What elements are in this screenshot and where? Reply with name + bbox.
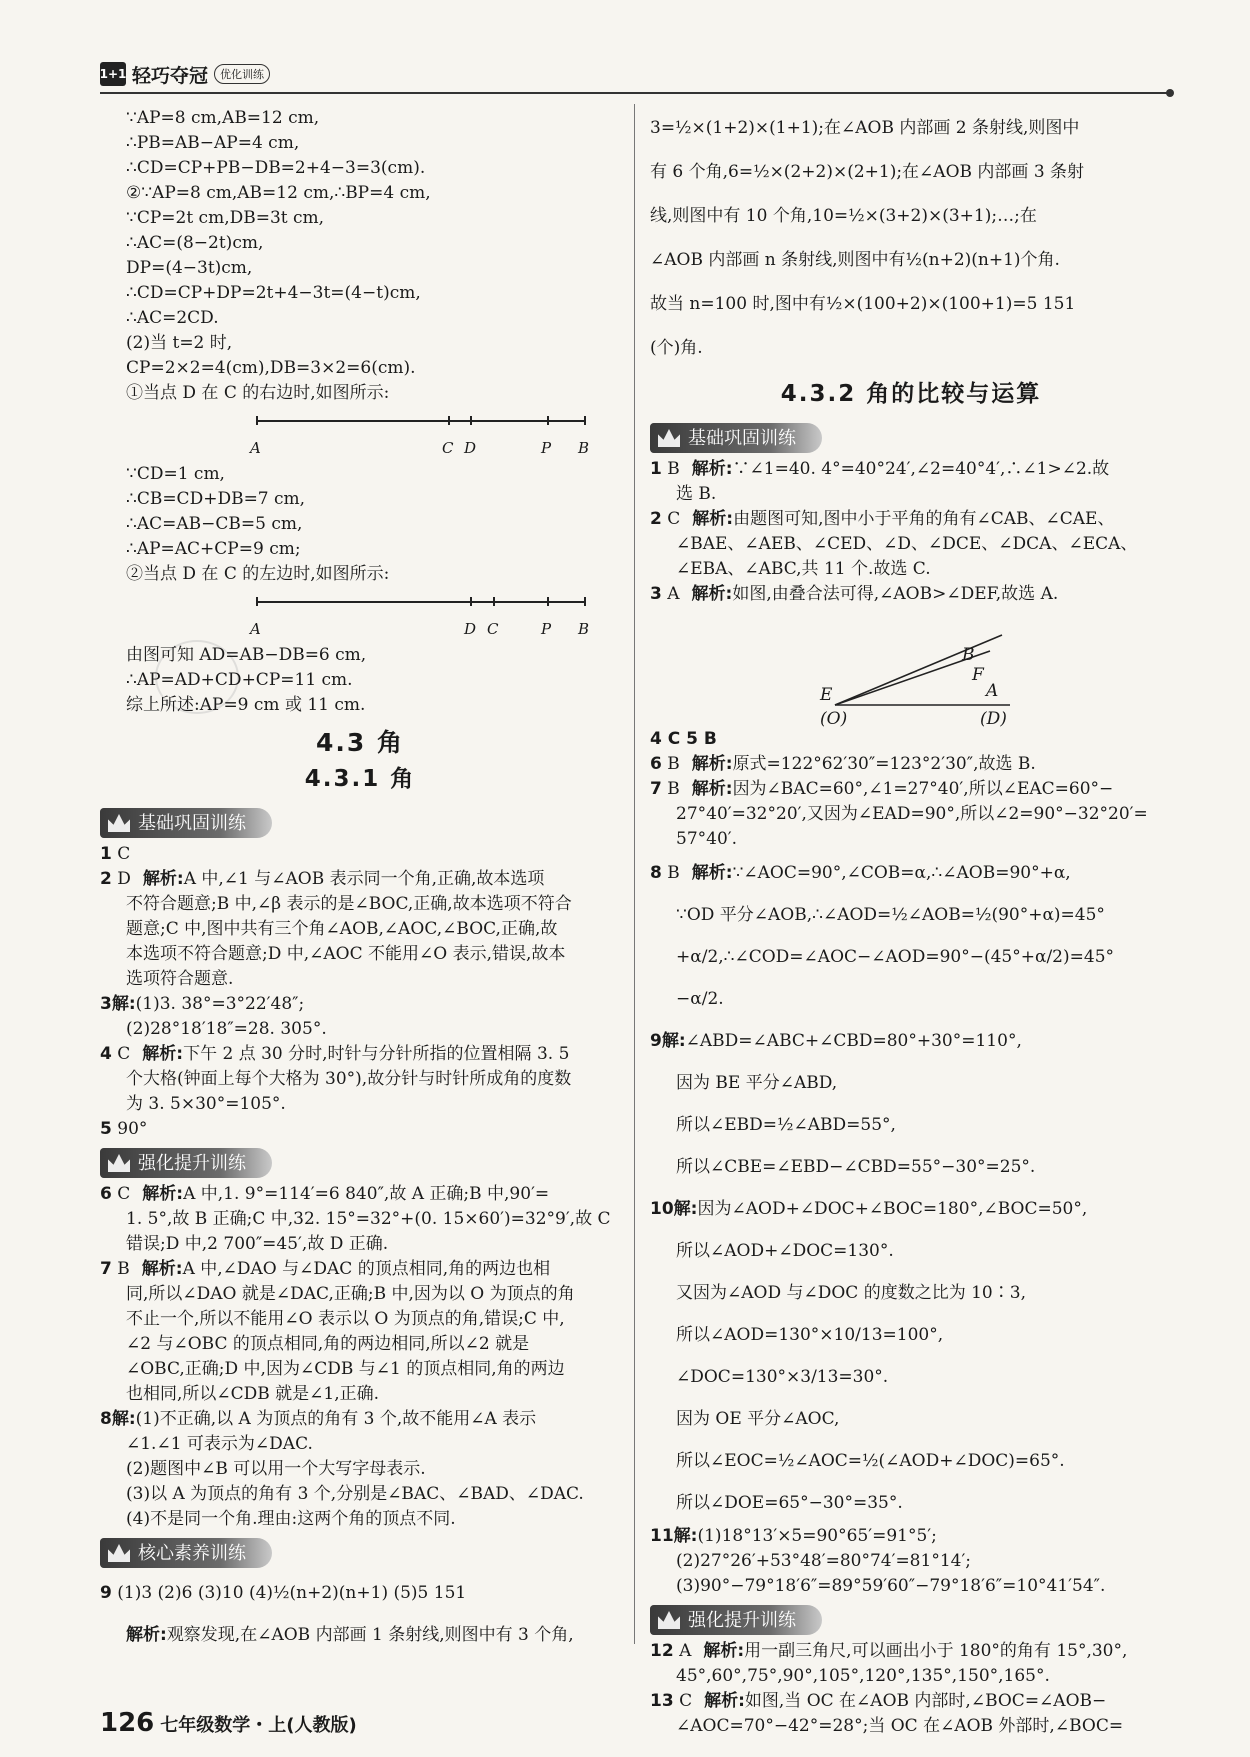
text-line: 故当 n=100 时,图中有½×(100+2)×(100+1)=5 151 <box>650 294 1076 314</box>
text-line: 有 6 个角,6=½×(2+2)×(2+1);在∠AOB 内部画 3 条射 <box>650 162 1085 182</box>
text-line: 本选项不符合题意;D 中,∠AOC 不能用∠O 表示,错误,故本 <box>126 944 566 964</box>
text-line: +α/2,∴∠COD=∠AOC−∠AOD=90°−(45°+α/2)=45° <box>676 947 1115 967</box>
crown-icon <box>108 1154 130 1172</box>
text-line: 因为 BE 平分∠ABD, <box>676 1073 838 1093</box>
text-line: (2)当 t=2 时, <box>126 333 233 353</box>
text-line: ∴PB=AB−AP=4 cm, <box>126 133 300 153</box>
banner-label: 基础巩固训练 <box>138 812 246 834</box>
text-line: 因为 OE 平分∠AOC, <box>676 1409 840 1429</box>
subsection-title: 4.3.2 角的比较与运算 <box>780 381 1042 407</box>
text-line: 1. 5°,故 B 正确;C 中,32. 15°=32°+(0. 15×60′)=32°9′,故 C <box>126 1209 611 1229</box>
segment-figure-1 <box>100 406 620 462</box>
text-line: (3)以 A 为顶点的角有 3 个,分别是∠BAC、∠BAD、∠DAC. <box>126 1484 584 1504</box>
text-line: ∴AP=AD+CD+CP=11 cm. <box>126 670 353 690</box>
text-line: ②∵AP=8 cm,AB=12 cm,∴BP=4 cm, <box>126 183 431 203</box>
banner-core <box>100 1538 272 1568</box>
question-8 <box>650 852 1172 1020</box>
text-line: 也相同,所以∠CDB 就是∠1,正确. <box>126 1384 380 1404</box>
text-line: ∴AC=(8−2t)cm, <box>126 233 264 253</box>
text-line: 又因为∠AOD 与∠DOC 的度数之比为 10∶3, <box>676 1283 1026 1303</box>
text-line: (个)角. <box>650 338 703 358</box>
text-line: 错误;D 中,2 700″=45′,故 D 正确. <box>126 1234 389 1254</box>
text-line: 所以∠AOD+∠DOC=130°. <box>676 1241 894 1261</box>
text-line: 8 B 解析:∵∠AOC=90°,∠COB=α,∴∠AOB=90°+α, <box>650 863 1071 883</box>
tick <box>547 597 549 606</box>
book-title: 七年级数学・上(人教版) <box>160 1715 357 1736</box>
question-6 <box>100 1182 620 1257</box>
banner-label: 强化提升训练 <box>688 1609 796 1631</box>
text-line: ∴CD=CP+PB−DB=2+4−3=3(cm). <box>126 158 426 178</box>
page-footer <box>100 1708 357 1738</box>
text-line: 7 B 解析:因为∠BAC=60°,∠1=27°40′,所以∠EAC=60°− <box>650 779 1114 799</box>
segment-line <box>256 601 586 603</box>
left-column <box>100 106 620 1656</box>
text-line: ①当点 D 在 C 的右边时,如图所示: <box>126 383 390 403</box>
banner-label: 基础巩固训练 <box>688 427 796 449</box>
text-line: (2)27°26′+53°48′=80°74′=81°14′; <box>676 1551 972 1571</box>
segment-line <box>256 420 586 422</box>
point-label: A <box>250 439 261 457</box>
page-number: 126 <box>100 1708 155 1738</box>
point-label: B <box>962 645 975 665</box>
question-10 <box>650 1188 1172 1524</box>
banner-basic <box>100 808 272 838</box>
text-line: 12 A 解析:用一副三角尺,可以画出小于 180°的角有 15°,30°, <box>650 1641 1128 1661</box>
question-12 <box>650 1639 1172 1689</box>
banner-basic <box>650 423 822 453</box>
section-title: 4.3 角 <box>316 728 404 757</box>
text-line: 8解:(1)不正确,以 A 为顶点的角有 3 个,故不能用∠A 表示 <box>100 1409 537 1429</box>
question-7 <box>650 777 1172 852</box>
brand-name: 轻巧夺冠 <box>132 64 209 87</box>
angle-figure <box>650 607 1172 727</box>
point-label: E <box>820 685 833 705</box>
text-line: ∠BAE、∠AEB、∠CED、∠D、∠DCE、∠DCA、∠ECA、 <box>676 534 1138 554</box>
text-line: −α/2. <box>676 989 724 1009</box>
text-line: 选 B. <box>676 484 717 504</box>
question-2 <box>100 867 620 992</box>
crown-icon <box>108 814 130 832</box>
point-label: B <box>578 439 590 457</box>
brand-logo <box>100 60 270 88</box>
text-line: 57°40′. <box>676 829 738 849</box>
text-line: 27°40′=32°20′,又因为∠EAD=90°,所以∠2=90°−32°20′= <box>676 804 1148 824</box>
tick <box>584 416 586 425</box>
subsection-title: 4.3.1 角 <box>304 766 416 792</box>
brand-badge: 1+1 <box>100 62 126 86</box>
question-9-analysis: 解析:观察发现,在∠AOB 内部画 1 条射线,则图中有 3 个角, <box>126 1625 574 1645</box>
text-line: (2)28°18′18″=28. 305°. <box>126 1019 327 1039</box>
point-label: (O) <box>820 709 848 729</box>
tick <box>584 597 586 606</box>
point-label: P <box>541 439 552 457</box>
question-4 <box>100 1042 620 1117</box>
tick <box>547 416 549 425</box>
text-line: 同,所以∠DAO 就是∠DAC,正确;B 中,因为以 O 为顶点的角 <box>126 1284 575 1304</box>
tick <box>493 597 495 606</box>
crown-icon <box>658 429 680 447</box>
text-line: 所以∠EBD=½∠ABD=55°, <box>676 1115 896 1135</box>
question-9 <box>650 1020 1172 1188</box>
questions-4-5: 4 C 5 B <box>650 729 717 749</box>
question-1: 1 C <box>100 844 131 864</box>
crown-icon <box>658 1611 680 1629</box>
text-line: ∠2 与∠OBC 的顶点相同,角的两边相同,所以∠2 就是 <box>126 1334 530 1354</box>
crown-icon <box>108 1544 130 1562</box>
point-label: (D) <box>980 709 1007 729</box>
text-line: 所以∠AOD=130°×10/13=100°, <box>676 1325 944 1345</box>
text-line: ∠1.∠1 可表示为∠DAC. <box>126 1434 313 1454</box>
banner-advanced <box>100 1148 272 1178</box>
text-line: 6 C 解析:A 中,1. 9°=114′=6 840″,故 A 正确;B 中,90′= <box>100 1184 550 1204</box>
text-line: ∴AC=AB−CB=5 cm, <box>126 514 303 534</box>
question-9: 9 (1)3 (2)6 (3)10 (4)½(n+2)(n+1) (5)5 151 <box>100 1583 467 1603</box>
question-6: 6 B 解析:原式=122°62′30″=123°2′30″,故选 B. <box>650 754 1036 774</box>
point-label: A <box>986 681 999 701</box>
text-line: 3解:(1)3. 38°=3°22′48″; <box>100 994 305 1014</box>
text-line: DP=(4−3t)cm, <box>126 258 253 278</box>
tick <box>256 597 258 606</box>
text-line: 所以∠DOE=65°−30°=35°. <box>676 1493 903 1513</box>
text-line: 10解:因为∠AOD+∠DOC+∠BOC=180°,∠BOC=50°, <box>650 1199 1088 1219</box>
tick <box>448 416 450 425</box>
text-line: 不符合题意;B 中,∠β 表示的是∠BOC,正确,故本选项不符合 <box>126 894 572 914</box>
text-line: CP=2×2=4(cm),DB=3×2=6(cm). <box>126 358 416 378</box>
text-line: 11解:(1)18°13′×5=90°65′=91°5′; <box>650 1526 937 1546</box>
banner-label: 强化提升训练 <box>138 1152 246 1174</box>
text-line: ∴CB=CD+DB=7 cm, <box>126 489 306 509</box>
text-line: ②当点 D 在 C 的左边时,如图所示: <box>126 564 390 584</box>
banner-label: 核心素养训练 <box>138 1542 246 1564</box>
text-line: ∠EBA、∠ABC,共 11 个.故选 C. <box>676 559 931 579</box>
text-line: 45°,60°,75°,90°,105°,120°,135°,150°,165°. <box>676 1666 1050 1686</box>
text-line: 9解:∠ABD=∠ABC+∠CBD=80°+30°=110°, <box>650 1031 1022 1051</box>
point-label: D <box>464 620 477 638</box>
text-line: 7 B 解析:A 中,∠DAO 与∠DAC 的顶点相同,角的两边也相 <box>100 1259 551 1279</box>
point-label: D <box>464 439 477 457</box>
point-label: P <box>541 620 552 638</box>
text-line: 题意;C 中,图中共有三个角∠AOB,∠AOC,∠BOC,正确,故 <box>126 919 558 939</box>
question-5: 5 90° <box>100 1119 148 1139</box>
text-line: 所以∠CBE=∠EBD−∠CBD=55°−30°=25°. <box>676 1157 1036 1177</box>
text-line: 13 C 解析:如图,当 OC 在∠AOB 内部时,∠BOC=∠AOB− <box>650 1691 1107 1711</box>
question-1 <box>650 457 1172 507</box>
text-line: 为 3. 5×30°=105°. <box>126 1094 286 1114</box>
point-label: C <box>442 439 454 457</box>
angle-diagram <box>650 607 1170 727</box>
question-13 <box>650 1689 1172 1739</box>
text-line: 不止一个,所以不能用∠O 表示以 O 为顶点的角,错误;C 中, <box>126 1309 565 1329</box>
point-label: B <box>578 620 590 638</box>
text-line: 2 D 解析:A 中,∠1 与∠AOB 表示同一个角,正确,故本选项 <box>100 869 545 889</box>
question-11 <box>650 1524 1172 1599</box>
text-line: 由图可知 AD=AB−DB=6 cm, <box>126 645 367 665</box>
tick <box>470 416 472 425</box>
right-column <box>650 106 1172 1739</box>
point-label: F <box>972 665 984 685</box>
point-label: A <box>250 620 261 638</box>
text-line: ∵AP=8 cm,AB=12 cm, <box>126 108 320 128</box>
brand-tag: 优化训练 <box>214 64 270 84</box>
question-2 <box>650 507 1172 582</box>
text-line: ∠OBC,正确;D 中,因为∠CDB 与∠1 的顶点相同,角的两边 <box>126 1359 565 1379</box>
column-divider <box>634 104 635 1644</box>
left-mid-lines <box>100 462 620 587</box>
text-line: (2)题图中∠B 可以用一个大写字母表示. <box>126 1459 426 1479</box>
text-line: ∴AP=AC+CP=9 cm; <box>126 539 301 559</box>
text-line: ∠DOC=130°×3/13=30°. <box>676 1367 889 1387</box>
text-line: 线,则图中有 10 个角,10=½×(3+2)×(3+1);…;在 <box>650 206 1037 226</box>
text-line: ∴AC=2CD. <box>126 308 219 328</box>
point-label: C <box>487 620 499 638</box>
text-line: (4)不是同一个角.理由:这两个角的顶点不同. <box>126 1509 456 1529</box>
text-line: ∵CD=1 cm, <box>126 464 225 484</box>
segment-figure-2 <box>100 587 620 643</box>
text-line: 个大格(钟面上每个大格为 30°),故分针与时针所成角的度数 <box>126 1069 572 1089</box>
right-top-lines <box>650 106 1172 370</box>
text-line: 1 B 解析:∵∠1=40. 4°=40°24′,∠2=40°4′,∴∠1>∠2.故 <box>650 459 1110 479</box>
text-line: ∴CD=CP+DP=2t+4−3t=(4−t)cm, <box>126 283 421 303</box>
left-after-lines <box>100 643 620 718</box>
text-line: (3)90°−79°18′6″=89°59′60″−79°18′6″=10°41′54″. <box>676 1576 1106 1596</box>
text-line: 3=½×(1+2)×(1+1);在∠AOB 内部画 2 条射线,则图中 <box>650 118 1080 138</box>
tick <box>470 597 472 606</box>
header-dot <box>1166 89 1174 97</box>
question-3 <box>100 992 620 1042</box>
question-8 <box>100 1407 620 1532</box>
banner-advanced <box>650 1605 822 1635</box>
text-line: 所以∠EOC=½∠AOC=½(∠AOD+∠DOC)=65°. <box>676 1451 1065 1471</box>
tick <box>256 416 258 425</box>
text-line: ∵OD 平分∠AOB,∴∠AOD=½∠AOB=½(90°+α)=45° <box>676 905 1105 925</box>
text-line: ∵CP=2t cm,DB=3t cm, <box>126 208 325 228</box>
page-header <box>100 58 1170 94</box>
left-top-lines <box>100 106 620 406</box>
text-line: ∠AOC=70°−42°=28°;当 OC 在∠AOB 外部时,∠BOC= <box>676 1716 1124 1736</box>
question-3: 3 A 解析:如图,由叠合法可得,∠AOB>∠DEF,故选 A. <box>650 584 1059 604</box>
text-line: 选项符合题意. <box>126 969 234 989</box>
text-line: 4 C 解析:下午 2 点 30 分时,时针与分针所指的位置相隔 3. 5 <box>100 1044 570 1064</box>
text-line: ∠AOB 内部画 n 条射线,则图中有½(n+2)(n+1)个角. <box>650 250 1060 270</box>
text-line: 综上所述:AP=9 cm 或 11 cm. <box>126 695 366 715</box>
text-line: 2 C 解析:由题图可知,图中小于平角的角有∠CAB、∠CAE、 <box>650 509 1115 529</box>
question-7 <box>100 1257 620 1407</box>
